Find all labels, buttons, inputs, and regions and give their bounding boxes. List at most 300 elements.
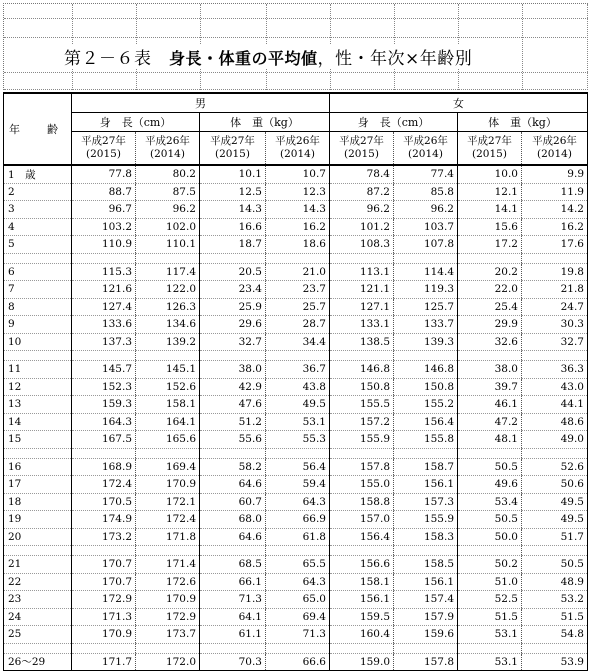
value-cell: 114.4 xyxy=(394,263,458,281)
value-cell: 110.1 xyxy=(136,236,200,254)
value-cell: 17.2 xyxy=(458,236,522,254)
value-cell: 170.9 xyxy=(136,476,200,494)
value-cell: 80.2 xyxy=(136,165,200,183)
year-number: (2014) xyxy=(537,148,572,160)
value-cell: 122.0 xyxy=(136,281,200,299)
value-cell: 51.5 xyxy=(522,608,588,626)
value-cell: 88.7 xyxy=(72,183,136,201)
year-number: (2015) xyxy=(472,148,507,160)
value-cell: 117.4 xyxy=(136,263,200,281)
year-label: 平成26年 xyxy=(532,135,577,147)
value-cell: 52.6 xyxy=(522,458,588,476)
value-cell: 17.6 xyxy=(522,236,588,254)
age-cell: 14 xyxy=(4,413,72,431)
value-cell: 113.1 xyxy=(330,263,394,281)
value-cell: 96.2 xyxy=(136,201,200,219)
value-cell: 56.4 xyxy=(266,458,330,476)
value-cell: 85.8 xyxy=(394,183,458,201)
value-cell: 53.1 xyxy=(266,413,330,431)
value-cell: 51.0 xyxy=(458,573,522,591)
value-cell: 50.2 xyxy=(458,556,522,574)
value-cell: 170.9 xyxy=(136,591,200,609)
value-cell: 48.9 xyxy=(522,573,588,591)
value-cell: 38.0 xyxy=(200,361,266,379)
value-cell: 157.2 xyxy=(330,413,394,431)
spacer-row xyxy=(4,448,588,458)
value-cell: 23.7 xyxy=(266,281,330,299)
value-cell: 23.4 xyxy=(200,281,266,299)
age-cell: 18 xyxy=(4,493,72,511)
value-cell: 29.9 xyxy=(458,316,522,334)
value-cell: 78.4 xyxy=(330,165,394,183)
year-header-2015 xyxy=(330,132,394,166)
value-cell: 50.0 xyxy=(458,528,522,546)
value-cell: 134.6 xyxy=(136,316,200,334)
value-cell: 168.9 xyxy=(72,458,136,476)
value-cell: 16.2 xyxy=(266,218,330,236)
value-cell: 77.8 xyxy=(72,165,136,183)
value-cell: 174.9 xyxy=(72,511,136,529)
value-cell: 12.1 xyxy=(458,183,522,201)
value-cell: 96.2 xyxy=(330,201,394,219)
value-cell: 36.3 xyxy=(522,361,588,379)
value-cell: 43.0 xyxy=(522,378,588,396)
table-row xyxy=(4,493,588,511)
value-cell: 9.9 xyxy=(522,165,588,183)
value-cell: 65.0 xyxy=(266,591,330,609)
value-cell: 119.3 xyxy=(394,281,458,299)
year-header-2014 xyxy=(266,132,330,166)
value-cell: 155.9 xyxy=(394,511,458,529)
value-cell: 68.5 xyxy=(200,556,266,574)
value-cell: 50.5 xyxy=(458,511,522,529)
value-cell: 60.7 xyxy=(200,493,266,511)
table-row xyxy=(4,396,588,414)
value-cell: 156.1 xyxy=(394,476,458,494)
value-cell: 49.0 xyxy=(522,431,588,449)
value-cell: 14.2 xyxy=(522,201,588,219)
year-label: 平成26年 xyxy=(403,135,448,147)
value-cell: 156.1 xyxy=(394,573,458,591)
male-height-header: 身 長（cm） xyxy=(72,113,200,132)
value-cell: 25.4 xyxy=(458,298,522,316)
age-cell: 25 xyxy=(4,626,72,644)
value-cell: 157.0 xyxy=(330,511,394,529)
spacer-row xyxy=(4,546,588,556)
value-cell: 30.3 xyxy=(522,316,588,334)
value-cell: 155.9 xyxy=(330,431,394,449)
age-cell: 2 xyxy=(4,183,72,201)
year-label: 平成27年 xyxy=(81,135,126,147)
value-cell: 156.1 xyxy=(330,591,394,609)
value-cell: 14.3 xyxy=(266,201,330,219)
value-cell: 159.5 xyxy=(330,608,394,626)
value-cell: 137.3 xyxy=(72,333,136,351)
age-cell: 22 xyxy=(4,573,72,591)
age-cell: 3 xyxy=(4,201,72,219)
value-cell: 32.7 xyxy=(522,333,588,351)
value-cell: 172.9 xyxy=(136,608,200,626)
value-cell: 64.3 xyxy=(266,573,330,591)
age-cell: 15 xyxy=(4,431,72,449)
table-row xyxy=(4,378,588,396)
year-number: (2015) xyxy=(344,148,379,160)
value-cell: 157.3 xyxy=(394,493,458,511)
spacer-row xyxy=(4,351,588,361)
value-cell: 152.6 xyxy=(136,378,200,396)
value-cell: 64.3 xyxy=(266,493,330,511)
value-cell: 157.4 xyxy=(394,591,458,609)
value-cell: 121.6 xyxy=(72,281,136,299)
value-cell: 87.2 xyxy=(330,183,394,201)
value-cell: 125.7 xyxy=(394,298,458,316)
value-cell: 133.1 xyxy=(330,316,394,334)
value-cell: 127.1 xyxy=(330,298,394,316)
value-cell: 53.4 xyxy=(458,493,522,511)
age-cell: 6 xyxy=(4,263,72,281)
table-row xyxy=(4,608,588,626)
year-header-2014 xyxy=(394,132,458,166)
male-weight-header: 体 重（kg） xyxy=(200,113,330,132)
value-cell: 115.3 xyxy=(72,263,136,281)
value-cell: 157.9 xyxy=(394,608,458,626)
value-cell: 145.1 xyxy=(136,361,200,379)
table-row xyxy=(4,458,588,476)
value-cell: 127.4 xyxy=(72,298,136,316)
value-cell: 58.2 xyxy=(200,458,266,476)
value-cell: 32.7 xyxy=(200,333,266,351)
value-cell: 16.2 xyxy=(522,218,588,236)
value-cell: 49.5 xyxy=(266,396,330,414)
age-cell: 10 xyxy=(4,333,72,351)
table-row xyxy=(4,281,588,299)
table-row xyxy=(4,556,588,574)
value-cell: 160.4 xyxy=(330,626,394,644)
value-cell: 158.1 xyxy=(136,396,200,414)
value-cell: 165.6 xyxy=(136,431,200,449)
value-cell: 55.6 xyxy=(200,431,266,449)
value-cell: 15.6 xyxy=(458,218,522,236)
value-cell: 172.6 xyxy=(136,573,200,591)
title-prefix: 第２－６表 xyxy=(64,49,169,69)
year-number: (2015) xyxy=(215,148,250,160)
value-cell: 47.2 xyxy=(458,413,522,431)
value-cell: 49.5 xyxy=(522,511,588,529)
value-cell: 49.5 xyxy=(522,493,588,511)
value-cell: 55.3 xyxy=(266,431,330,449)
table-row xyxy=(4,413,588,431)
value-cell: 53.1 xyxy=(458,653,522,671)
value-cell: 172.9 xyxy=(72,591,136,609)
female-header: 女 xyxy=(330,93,588,113)
value-cell: 64.6 xyxy=(200,476,266,494)
value-cell: 146.8 xyxy=(394,361,458,379)
table-row xyxy=(4,165,588,183)
age-cell: 8 xyxy=(4,298,72,316)
value-cell: 66.1 xyxy=(200,573,266,591)
year-label: 平成27年 xyxy=(210,135,255,147)
value-cell: 14.1 xyxy=(458,201,522,219)
male-header: 男 xyxy=(72,93,330,113)
value-cell: 170.5 xyxy=(72,493,136,511)
value-cell: 42.9 xyxy=(200,378,266,396)
value-cell: 53.1 xyxy=(458,626,522,644)
value-cell: 172.4 xyxy=(136,511,200,529)
age-cell: 12 xyxy=(4,378,72,396)
value-cell: 61.1 xyxy=(200,626,266,644)
value-cell: 64.6 xyxy=(200,528,266,546)
table-row xyxy=(4,511,588,529)
value-cell: 139.2 xyxy=(136,333,200,351)
value-cell: 20.2 xyxy=(458,263,522,281)
value-cell: 16.6 xyxy=(200,218,266,236)
value-cell: 103.2 xyxy=(72,218,136,236)
age-cell: 19 xyxy=(4,511,72,529)
year-label: 平成26年 xyxy=(275,135,320,147)
age-cell: 4 xyxy=(4,218,72,236)
value-cell: 102.0 xyxy=(136,218,200,236)
value-cell: 159.6 xyxy=(394,626,458,644)
age-cell: 11 xyxy=(4,361,72,379)
year-number: (2014) xyxy=(150,148,185,160)
age-cell: 17 xyxy=(4,476,72,494)
value-cell: 20.5 xyxy=(200,263,266,281)
value-cell: 53.9 xyxy=(522,653,588,671)
table-title xyxy=(64,44,472,69)
value-cell: 121.1 xyxy=(330,281,394,299)
value-cell: 96.2 xyxy=(394,201,458,219)
female-weight-header: 体 重（kg） xyxy=(458,113,588,132)
table-row xyxy=(4,218,588,236)
value-cell: 24.7 xyxy=(522,298,588,316)
value-cell: 170.9 xyxy=(72,626,136,644)
year-header-2014 xyxy=(522,132,588,166)
value-cell: 61.8 xyxy=(266,528,330,546)
value-cell: 49.6 xyxy=(458,476,522,494)
value-cell: 171.7 xyxy=(72,653,136,671)
value-cell: 133.7 xyxy=(394,316,458,334)
value-cell: 43.8 xyxy=(266,378,330,396)
value-cell: 145.7 xyxy=(72,361,136,379)
title-main: 身長・体重の平均値 xyxy=(169,49,318,68)
value-cell: 150.8 xyxy=(330,378,394,396)
value-cell: 77.4 xyxy=(394,165,458,183)
value-cell: 10.0 xyxy=(458,165,522,183)
table-row xyxy=(4,236,588,254)
value-cell: 138.5 xyxy=(330,333,394,351)
value-cell: 22.0 xyxy=(458,281,522,299)
value-cell: 110.9 xyxy=(72,236,136,254)
age-cell: 24 xyxy=(4,608,72,626)
value-cell: 10.1 xyxy=(200,165,266,183)
value-cell: 159.0 xyxy=(330,653,394,671)
value-cell: 172.1 xyxy=(136,493,200,511)
value-cell: 51.5 xyxy=(458,608,522,626)
value-cell: 70.3 xyxy=(200,653,266,671)
year-number: (2014) xyxy=(280,148,315,160)
value-cell: 155.0 xyxy=(330,476,394,494)
value-cell: 87.5 xyxy=(136,183,200,201)
value-cell: 64.1 xyxy=(200,608,266,626)
value-cell: 14.3 xyxy=(200,201,266,219)
value-cell: 25.9 xyxy=(200,298,266,316)
year-label: 平成26年 xyxy=(145,135,190,147)
value-cell: 51.2 xyxy=(200,413,266,431)
value-cell: 171.8 xyxy=(136,528,200,546)
age-cell: 13 xyxy=(4,396,72,414)
table-row xyxy=(4,298,588,316)
year-header-2015 xyxy=(72,132,136,166)
value-cell: 164.3 xyxy=(72,413,136,431)
value-cell: 25.7 xyxy=(266,298,330,316)
value-cell: 172.4 xyxy=(72,476,136,494)
value-cell: 156.6 xyxy=(330,556,394,574)
value-cell: 157.8 xyxy=(394,653,458,671)
spacer-row xyxy=(4,253,588,263)
table-row xyxy=(4,201,588,219)
table-row xyxy=(4,573,588,591)
value-cell: 172.0 xyxy=(136,653,200,671)
age-cell: 1 歳 xyxy=(4,165,72,183)
age-cell: 16 xyxy=(4,458,72,476)
value-cell: 155.8 xyxy=(394,431,458,449)
value-cell: 19.8 xyxy=(522,263,588,281)
age-cell: 26～29 xyxy=(4,653,72,671)
table-row xyxy=(4,653,588,671)
value-cell: 50.6 xyxy=(522,476,588,494)
value-cell: 158.1 xyxy=(330,573,394,591)
age-cell: 9 xyxy=(4,316,72,334)
age-column-header: 年 齢 xyxy=(4,93,72,165)
year-header-2015 xyxy=(458,132,522,166)
value-cell: 108.3 xyxy=(330,236,394,254)
table-row xyxy=(4,476,588,494)
value-cell: 71.3 xyxy=(266,626,330,644)
value-cell: 126.3 xyxy=(136,298,200,316)
year-header-2015 xyxy=(200,132,266,166)
year-number: (2014) xyxy=(408,148,443,160)
value-cell: 173.2 xyxy=(72,528,136,546)
age-cell: 20 xyxy=(4,528,72,546)
value-cell: 159.3 xyxy=(72,396,136,414)
table-row xyxy=(4,528,588,546)
value-cell: 47.6 xyxy=(200,396,266,414)
value-cell: 12.5 xyxy=(200,183,266,201)
value-cell: 158.7 xyxy=(394,458,458,476)
value-cell: 50.5 xyxy=(522,556,588,574)
value-cell: 38.0 xyxy=(458,361,522,379)
value-cell: 21.0 xyxy=(266,263,330,281)
value-cell: 169.4 xyxy=(136,458,200,476)
value-cell: 107.8 xyxy=(394,236,458,254)
value-cell: 59.4 xyxy=(266,476,330,494)
value-cell: 171.3 xyxy=(72,608,136,626)
value-cell: 155.5 xyxy=(330,396,394,414)
value-cell: 48.1 xyxy=(458,431,522,449)
value-cell: 156.4 xyxy=(394,413,458,431)
table-row xyxy=(4,626,588,644)
value-cell: 170.7 xyxy=(72,573,136,591)
value-cell: 68.0 xyxy=(200,511,266,529)
age-cell: 23 xyxy=(4,591,72,609)
value-cell: 156.4 xyxy=(330,528,394,546)
table-row xyxy=(4,316,588,334)
value-cell: 29.6 xyxy=(200,316,266,334)
value-cell: 139.3 xyxy=(394,333,458,351)
value-cell: 171.4 xyxy=(136,556,200,574)
age-cell: 5 xyxy=(4,236,72,254)
value-cell: 18.7 xyxy=(200,236,266,254)
value-cell: 101.2 xyxy=(330,218,394,236)
value-cell: 52.5 xyxy=(458,591,522,609)
value-cell: 32.6 xyxy=(458,333,522,351)
age-cell: 21 xyxy=(4,556,72,574)
age-cell: 7 xyxy=(4,281,72,299)
year-label: 平成27年 xyxy=(339,135,384,147)
value-cell: 158.5 xyxy=(394,556,458,574)
value-cell: 21.8 xyxy=(522,281,588,299)
value-cell: 69.4 xyxy=(266,608,330,626)
value-cell: 36.7 xyxy=(266,361,330,379)
value-cell: 28.7 xyxy=(266,316,330,334)
value-cell: 12.3 xyxy=(266,183,330,201)
female-height-header: 身 長（cm） xyxy=(330,113,458,132)
value-cell: 11.9 xyxy=(522,183,588,201)
value-cell: 48.6 xyxy=(522,413,588,431)
value-cell: 39.7 xyxy=(458,378,522,396)
value-cell: 66.9 xyxy=(266,511,330,529)
value-cell: 65.5 xyxy=(266,556,330,574)
value-cell: 167.5 xyxy=(72,431,136,449)
value-cell: 18.6 xyxy=(266,236,330,254)
value-cell: 150.8 xyxy=(394,378,458,396)
value-cell: 66.6 xyxy=(266,653,330,671)
value-cell: 158.3 xyxy=(394,528,458,546)
value-cell: 173.7 xyxy=(136,626,200,644)
table-row xyxy=(4,183,588,201)
value-cell: 34.4 xyxy=(266,333,330,351)
value-cell: 50.5 xyxy=(458,458,522,476)
value-cell: 46.1 xyxy=(458,396,522,414)
value-cell: 170.7 xyxy=(72,556,136,574)
table-row xyxy=(4,591,588,609)
title-suffix: ，性・年次×年齢別 xyxy=(317,49,473,69)
value-cell: 133.6 xyxy=(72,316,136,334)
value-cell: 54.8 xyxy=(522,626,588,644)
value-cell: 10.7 xyxy=(266,165,330,183)
value-cell: 152.3 xyxy=(72,378,136,396)
table-row xyxy=(4,361,588,379)
value-cell: 71.3 xyxy=(200,591,266,609)
value-cell: 146.8 xyxy=(330,361,394,379)
value-cell: 51.7 xyxy=(522,528,588,546)
height-weight-table xyxy=(3,92,588,671)
table-row xyxy=(4,431,588,449)
spacer-row xyxy=(4,643,588,653)
value-cell: 53.2 xyxy=(522,591,588,609)
value-cell: 103.7 xyxy=(394,218,458,236)
value-cell: 157.8 xyxy=(330,458,394,476)
year-header-2014 xyxy=(136,132,200,166)
value-cell: 96.7 xyxy=(72,201,136,219)
value-cell: 164.1 xyxy=(136,413,200,431)
table-row xyxy=(4,263,588,281)
value-cell: 158.8 xyxy=(330,493,394,511)
year-number: (2015) xyxy=(86,148,121,160)
table-row xyxy=(4,333,588,351)
value-cell: 44.1 xyxy=(522,396,588,414)
value-cell: 155.2 xyxy=(394,396,458,414)
